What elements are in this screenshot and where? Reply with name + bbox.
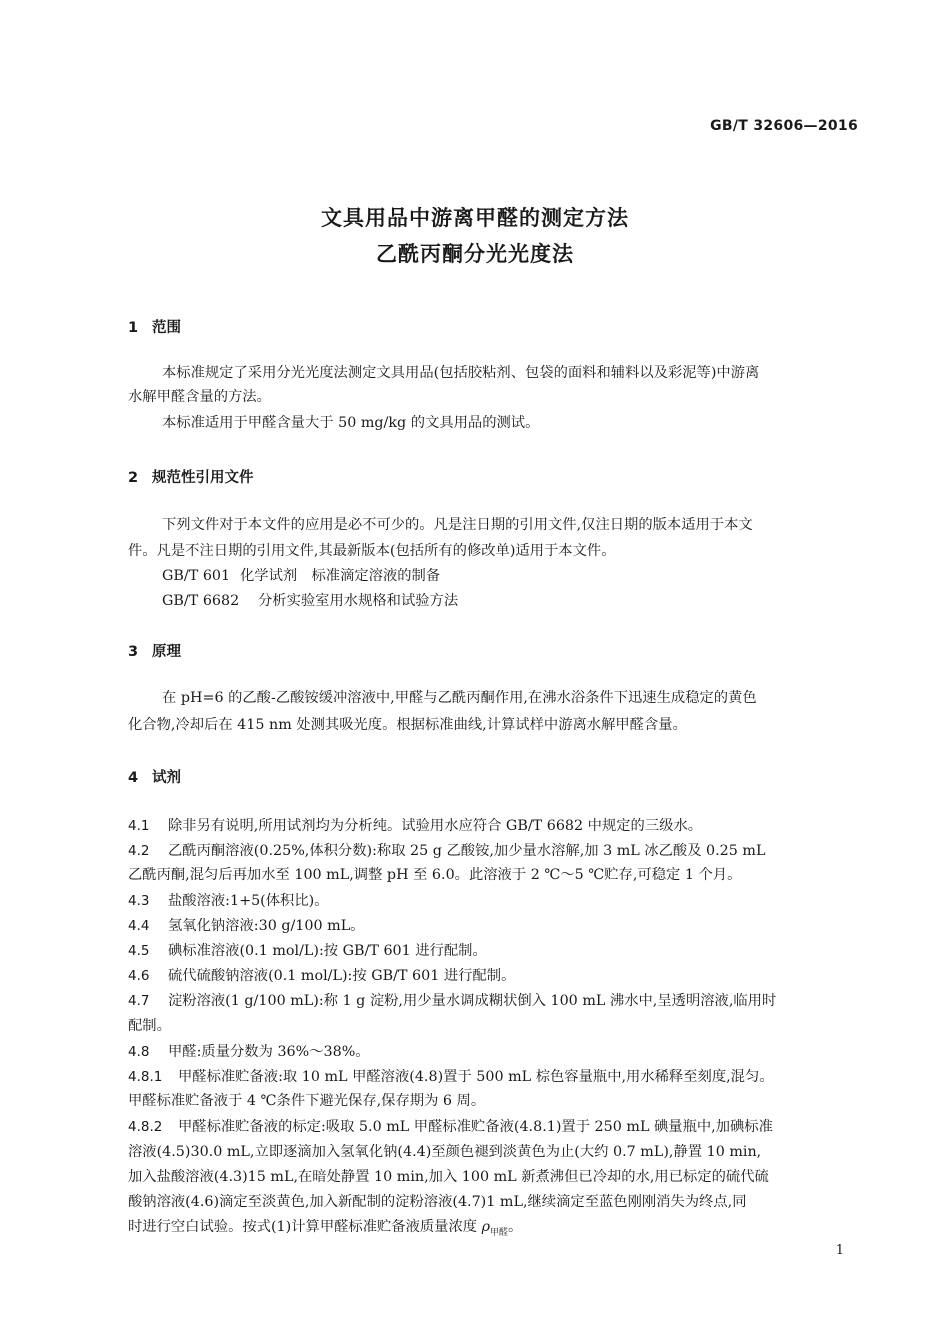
reference-title: 化学试剂 标准滴定溶液的制备 [240, 568, 441, 584]
rho-subscript: 甲醛 [490, 1227, 509, 1238]
rho-symbol: ρ [481, 1219, 491, 1235]
item-number: 4.1 [128, 818, 150, 834]
item-continuation [128, 1216, 522, 1238]
section-1-heading [128, 316, 181, 337]
reagent-item-4-8-1 [128, 1066, 774, 1086]
reagent-item-4-8-2 [128, 1116, 773, 1136]
item-number: 4.6 [128, 968, 150, 984]
item-continuation: 甲醛标准贮备液于 4 ℃条件下避光保存,保存期为 6 周。 [128, 1093, 486, 1109]
paragraph-line: 本标准适用于甲醛含量大于 50 mg/kg 的文具用品的测试。 [162, 415, 540, 431]
item-number: 4.2 [128, 843, 150, 859]
paragraph-line: 在 pH=6 的乙酸-乙酸铵缓冲溶液中,甲醛与乙酰丙酮作用,在沸水浴条件下迅速生成稳定的黄色 [162, 690, 757, 706]
item-text: 硫代硫酸钠溶液(0.1 mol/L):按 GB/T 601 进行配制。 [168, 968, 516, 984]
section-number: 4 [128, 770, 139, 786]
page-number: 1 [835, 1243, 844, 1258]
section-title: 规范性引用文件 [152, 470, 254, 486]
section-title: 试剂 [152, 770, 181, 786]
paragraph-line: 件。凡是不注日期的引用文件,其最新版本(包括所有的修改单)适用于本文件。 [128, 543, 616, 559]
item-continuation: 加入盐酸溶液(4.3)15 mL,在暗处静置 10 min,加入 100 mL 新煮沸但已冷却的水,用已标定的硫代硫 [128, 1169, 769, 1185]
section-number: 2 [128, 470, 139, 486]
item-text: 甲醛标准贮备液的标定:吸取 5.0 mL 甲醛标准贮备液(4.8.1)置于 250 mL 碘量瓶中,加碘标准 [178, 1119, 773, 1135]
item-continuation: 酸钠溶液(4.6)滴定至淡黄色,加入新配制的淀粉溶液(4.7)1 mL,继续滴定至蓝色刚刚消失为终点,同 [128, 1194, 747, 1210]
section-number: 1 [128, 320, 139, 336]
normative-reference [162, 590, 458, 610]
reference-code: GB/T 601 [162, 568, 231, 584]
standard-number: GB/T 32606—2016 [710, 118, 858, 134]
reagent-item-4-5 [128, 940, 487, 960]
reagent-item-4-1 [128, 815, 702, 835]
paragraph-line: 水解甲醛含量的方法。 [128, 389, 271, 405]
paragraph-line: 化合物,冷却后在 415 nm 处测其吸光度。根据标准曲线,计算试样中游离水解甲醛含量。 [128, 717, 687, 733]
item-text: 甲醛:质量分数为 36%～38%。 [168, 1044, 370, 1060]
title-line-1: 文具用品中游离甲醛的测定方法 [321, 206, 629, 230]
reagent-item-4-8 [128, 1041, 370, 1061]
item-continuation: 溶液(4.5)30.0 mL,立即逐滴加入氢氧化钠(4.4)至颜色褪到淡黄色为止(大约 0.7 mL),静置 10 min, [128, 1144, 762, 1160]
item-number: 4.3 [128, 893, 150, 909]
reagent-item-4-2 [128, 840, 765, 860]
item-continuation: 配制。 [128, 1018, 171, 1034]
item-number: 4.7 [128, 993, 150, 1009]
item-continuation: 乙酰丙酮,混匀后再加水至 100 mL,调整 pH 至 6.0。此溶液于 2 ℃～5 ℃贮存,可稳定 1 个月。 [128, 867, 742, 883]
paragraph-line: 下列文件对于本文件的应用是必不可少的。凡是注日期的引用文件,仅注日期的版本适用于本文 [162, 517, 753, 533]
item-number: 4.4 [128, 918, 150, 934]
item-text: 甲醛标准贮备液:取 10 mL 甲醛溶液(4.8)置于 500 mL 棕色容量瓶中,用水稀释至刻度,混匀。 [178, 1069, 774, 1085]
item-text: 乙酰丙酮溶液(0.25%,体积分数):称取 25 g 乙酸铵,加少量水溶解,加 3 mL 冰乙酸及 0.25 mL [168, 843, 766, 859]
reagent-item-4-7 [128, 990, 776, 1010]
item-number: 4.8.2 [128, 1119, 163, 1135]
item-number: 4.5 [128, 943, 150, 959]
reference-code: GB/T 6682 [162, 593, 240, 609]
item-text: 盐酸溶液:1+5(体积比)。 [168, 893, 329, 909]
section-3-heading [128, 640, 181, 661]
paragraph-line: 本标准规定了采用分光光度法测定文具用品(包括胶粘剂、包袋的面料和辅料以及彩泥等)中游离 [162, 365, 760, 381]
title-line-2: 乙酰丙酮分光光度法 [376, 242, 574, 266]
item-number: 4.8 [128, 1044, 150, 1060]
sentence-end: 。 [508, 1219, 523, 1235]
item-text: 除非另有说明,所用试剂均为分析纯。试验用水应符合 GB/T 6682 中规定的三级水。 [168, 818, 703, 834]
reagent-item-4-3 [128, 890, 329, 910]
reagent-item-4-4 [128, 915, 364, 935]
item-text: 氢氧化钠溶液:30 g/100 mL。 [168, 918, 365, 934]
item-text: 时进行空白试验。按式(1)计算甲醛标准贮备液质量浓度 [128, 1219, 482, 1235]
section-title: 范围 [152, 320, 181, 336]
section-number: 3 [128, 644, 139, 660]
reference-title: 分析实验室用水规格和试验方法 [258, 593, 459, 609]
reagent-item-4-6 [128, 965, 515, 985]
normative-reference [162, 565, 440, 585]
section-4-heading [128, 766, 181, 787]
item-text: 淀粉溶液(1 g/100 mL):称 1 g 淀粉,用少量水调成糊状倒入 100 mL 沸水中,呈透明溶液,临用时 [168, 993, 777, 1009]
section-2-heading [128, 466, 254, 487]
item-number: 4.8.1 [128, 1069, 163, 1085]
section-title: 原理 [152, 644, 181, 660]
item-text: 碘标准溶液(0.1 mol/L):按 GB/T 601 进行配制。 [168, 943, 487, 959]
